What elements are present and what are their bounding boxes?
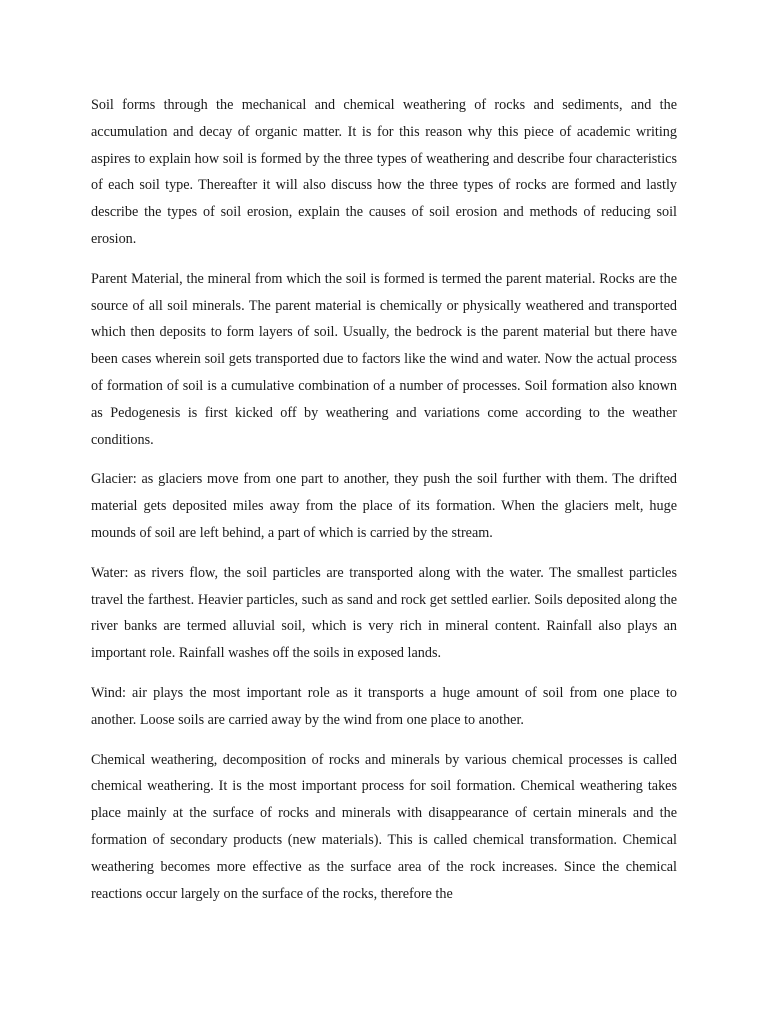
paragraph-water: Water: as rivers flow, the soil particles are transported along with the water. The smallest particles travel the farthest. Heavier particles, such as sand and rock get settled earlier. Soils deposited along the river banks are termed alluvial soil, which is very rich in mineral content. Rainfall also plays an important role. Rainfall washes off the soils in exposed lands.	[91, 564, 677, 662]
paragraph-parent-material: Parent Material, the mineral from which the soil is formed is termed the parent material. Rocks are the source of all soil minerals. The parent material is chemically or physically weathered and transported which then deposits to form layers of soil. Usually, the bedrock is the parent material but there have been cases wherein soil gets transported due to factors like the wind and water. Now the actual process of formation of soil is a cumulative combination of a number of processes. Soil formation also known as Pedogenesis is first kicked off by weathering and variations come according to the weather conditions.	[91, 270, 677, 448]
document-body	[91, 92, 677, 920]
paragraph-chemical-weathering: Chemical weathering, decomposition of rocks and minerals by various chemical processes is called chemical weathering. It is the most important process for soil formation. Chemical weathering takes place mainly at the surface of rocks and minerals with disappearance of certain minerals and the formation of secondary products (new materials). This is called chemical transformation. Chemical weathering becomes more effective as the surface area of the rock increases. Since the chemical reactions occur largely on the surface of the rocks, therefore the	[91, 751, 677, 902]
paragraph-glacier: Glacier: as glaciers move from one part to another, they push the soil further with them. The drifted material gets deposited miles away from the place of its formation. When the glaciers melt, huge mounds of soil are left behind, a part of which is carried by the stream.	[91, 471, 677, 541]
paragraph-introduction: Soil forms through the mechanical and chemical weathering of rocks and sediments, and the accumulation and decay of organic matter. It is for this reason why this piece of academic writing aspires to explain how soil is formed by the three types of weathering and describe four characteristics of each soil type. Thereafter it will also discuss how the three types of rocks are formed and lastly describe the types of soil erosion, explain the causes of soil erosion and methods of reducing soil erosion.	[91, 97, 677, 247]
paragraph-wind: Wind: air plays the most important role as it transports a huge amount of soil from one place to another. Loose soils are carried away by the wind from one place to another.	[91, 684, 677, 728]
